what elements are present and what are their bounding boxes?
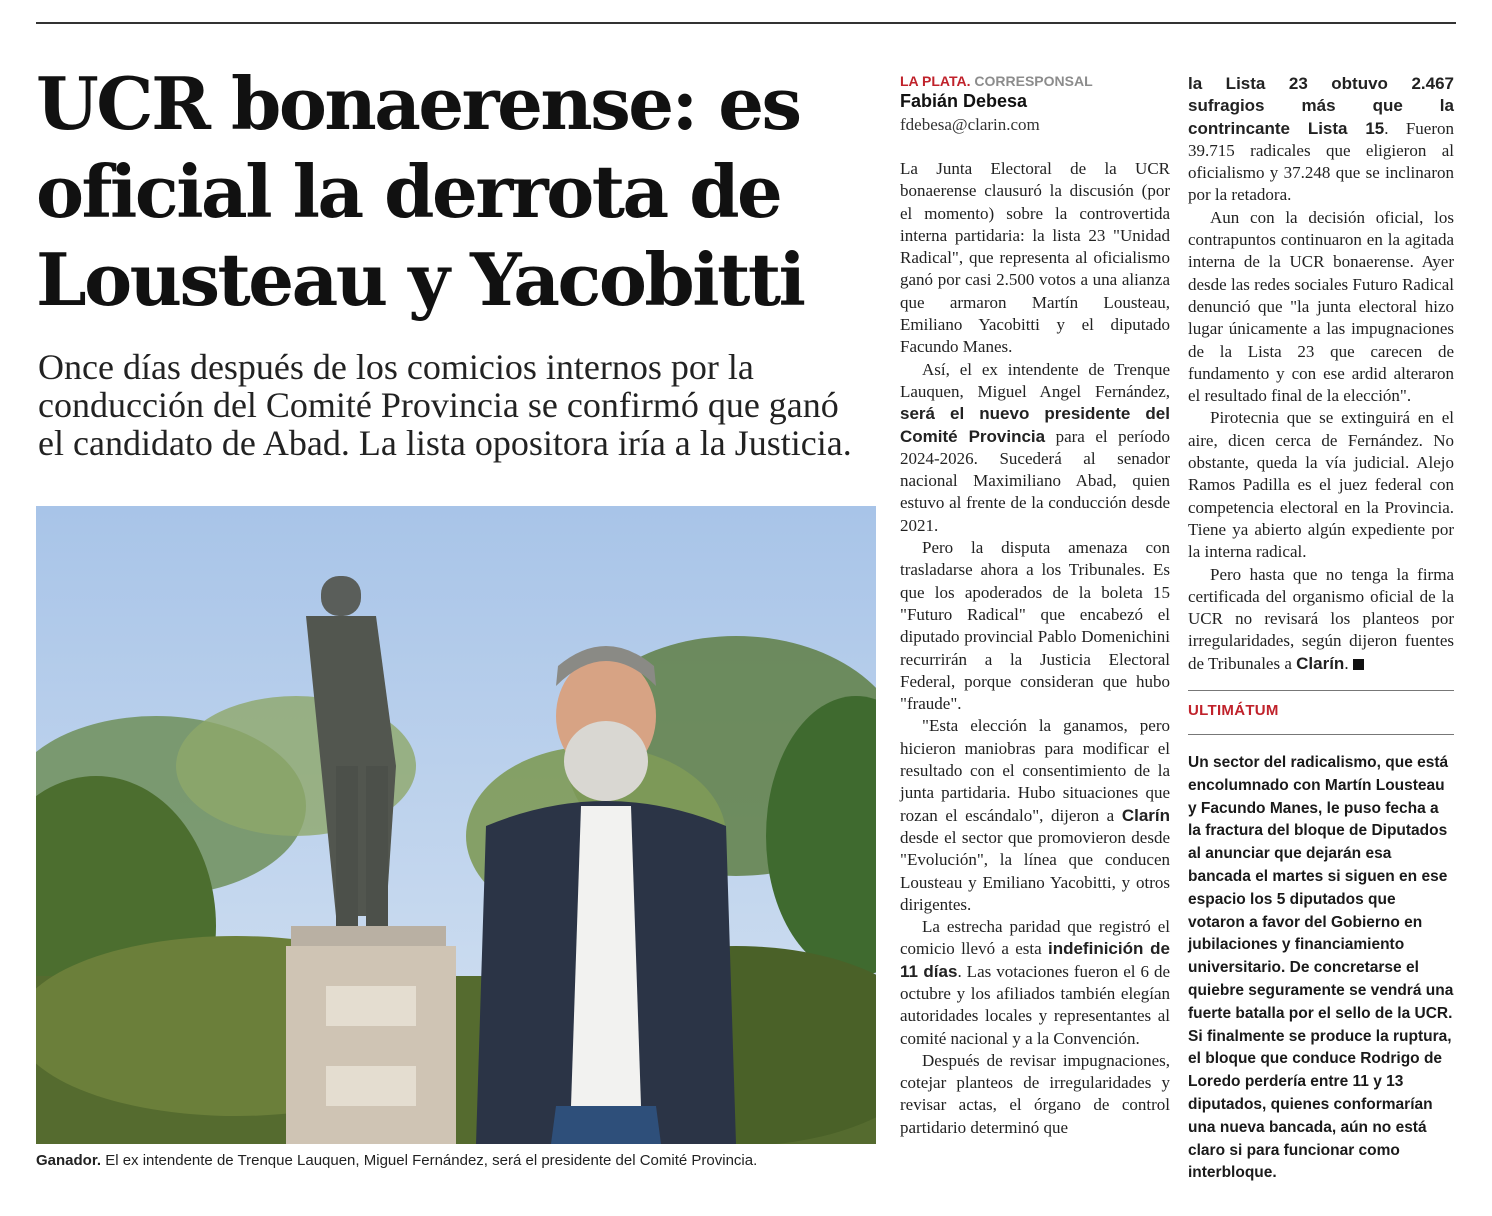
body-column-1 bbox=[900, 158, 1170, 1139]
top-rule bbox=[36, 22, 1456, 24]
author-name: Fabián Debesa bbox=[900, 91, 1028, 111]
author-email: fdebesa@clarin.com bbox=[900, 115, 1040, 134]
body-paragraph: la Lista 23 obtuvo 2.467 sufragios más que la contrincante Lista 15. Fueron 39.715 radicales que eligieron al oficialismo y 37.248 que se inclinaron por la retadora. bbox=[1188, 74, 1454, 205]
body-paragraph: Aun con la decisión oficial, los contrapuntos continuaron en la agitada interna de la UCR bonaerense. Ayer desde las redes sociales Futuro Radical denunció que "la junta electoral hizo lugar únicamente a las impugnaciones de la Lista 23 que carecen de fundamento y con ese ardid alteraron el resultado final de la elección". bbox=[1188, 207, 1454, 406]
author-role: CORRESPONSAL bbox=[970, 73, 1093, 89]
body-paragraph: La estrecha paridad que registró el comicio llevó a esta indefinición de 11 días. Las votaciones fueron el 6 de octubre y los afiliados también elegían autoridades locales y representantes al comité nacional y a la Convención. bbox=[900, 917, 1170, 1048]
body-paragraph: Pero la disputa amenaza con trasladarse ahora a los Tribunales. Es que los apoderados de la boleta 15 "Futuro Radical" que encabezó el diputado provincial Pablo Domenichini recurrirán a la Justicia Electoral Federal, porque consideran que hubo "fraude". bbox=[900, 538, 1170, 714]
location-name: LA PLATA. bbox=[900, 73, 971, 89]
byline-location bbox=[900, 73, 1170, 89]
byline bbox=[900, 73, 1170, 135]
body-paragraph: "Esta elección la ganamos, pero hicieron maniobras para modificar el resultado con el consentimiento de la junta partidaria. Hubo situaciones que rozan el escándalo", dijeron a Clarín desde el sector que promovieron desde "Evolución", la línea que conducen Lousteau y Emiliano Yacobitti, y otros dirigentes. bbox=[900, 716, 1170, 914]
body-paragraph: Después de revisar impugnaciones, cotejar planteos de irregularidades y revisar actas, el órgano de control partidario determinó que bbox=[900, 1050, 1170, 1137]
subheadline: Once días después de los comicios internos por la conducción del Comité Provincia se confirmó que ganó el candidato de Abad. La lista opositora iría a la Justicia. bbox=[38, 347, 852, 463]
body-paragraph: Pero hasta que no tenga la firma certificada del organismo oficial de la UCR no revisará los planteos por irregularidades, según dijeron fuentes de Tribunales a Clarín. bbox=[1188, 564, 1454, 673]
headline: UCR bonaerense: es oficial la derrota de Lousteau y Yacobitti bbox=[36, 61, 804, 322]
article-photo bbox=[36, 506, 876, 1144]
sidebar-title: ULTIMÁTUM bbox=[1188, 702, 1279, 719]
sidebar-text: Un sector del radicalismo, que está encolumnado con Martín Lousteau y Facundo Manes, le puso fecha a la fractura del bloque de Diputados al anunciar que dejarán esa bancada el martes si siguen en ese espacio los 5 diputados que votaron a favor del Gobierno en jubilaciones y financiamiento universitario. De concretarse el quiebre seguramente se vendrá una fuerte batalla por el sello de la UCR. Si finalmente se produce la ruptura, el bloque que conduce Rodrigo de Loredo perdería entre 11 y 13 diputados, quienes conformarían una nueva bancada, aún no está claro si para funcionar como interbloque. bbox=[1188, 754, 1454, 1182]
body-column-2 bbox=[1188, 73, 1454, 675]
body-paragraph: Pirotecnia que se extinguirá en el aire, dicen cerca de Fernández. No obstante, queda la vía judicial. Alejo Ramos Padilla es el juez federal con competencia electoral en la Provincia. Tiene ya abierto algún expediente por la interna radical. bbox=[1188, 408, 1454, 562]
end-mark-icon bbox=[1353, 659, 1364, 670]
sidebar-top-rule bbox=[1188, 690, 1454, 691]
sidebar-title-rule bbox=[1188, 734, 1454, 735]
caption-label: Ganador. bbox=[36, 1152, 102, 1169]
body-paragraph: La Junta Electoral de la UCR bonaerense clausuró la discusión (por el momento) sobre la controvertida interna partidaria: la lista 23 "Unidad Radical", que representa al oficialismo ganó por casi 2.500 votos a una alianza que armaron Martín Lousteau, Emiliano Yacobitti y el diputado Facundo Manes. bbox=[900, 159, 1170, 357]
caption-text: El ex intendente de Trenque Lauquen, Miguel Fernández, será el presidente del Comité Provincia. bbox=[101, 1152, 758, 1169]
photo-caption bbox=[36, 1152, 876, 1169]
body-paragraph: Así, el ex intendente de Trenque Lauquen, Miguel Angel Fernández, será el nuevo presidente del Comité Provincia para el período 2024-2026. Sucederá al senador nacional Maximiliano Abad, quien estuvo al frente de la conducción desde 2021. bbox=[900, 359, 1171, 535]
